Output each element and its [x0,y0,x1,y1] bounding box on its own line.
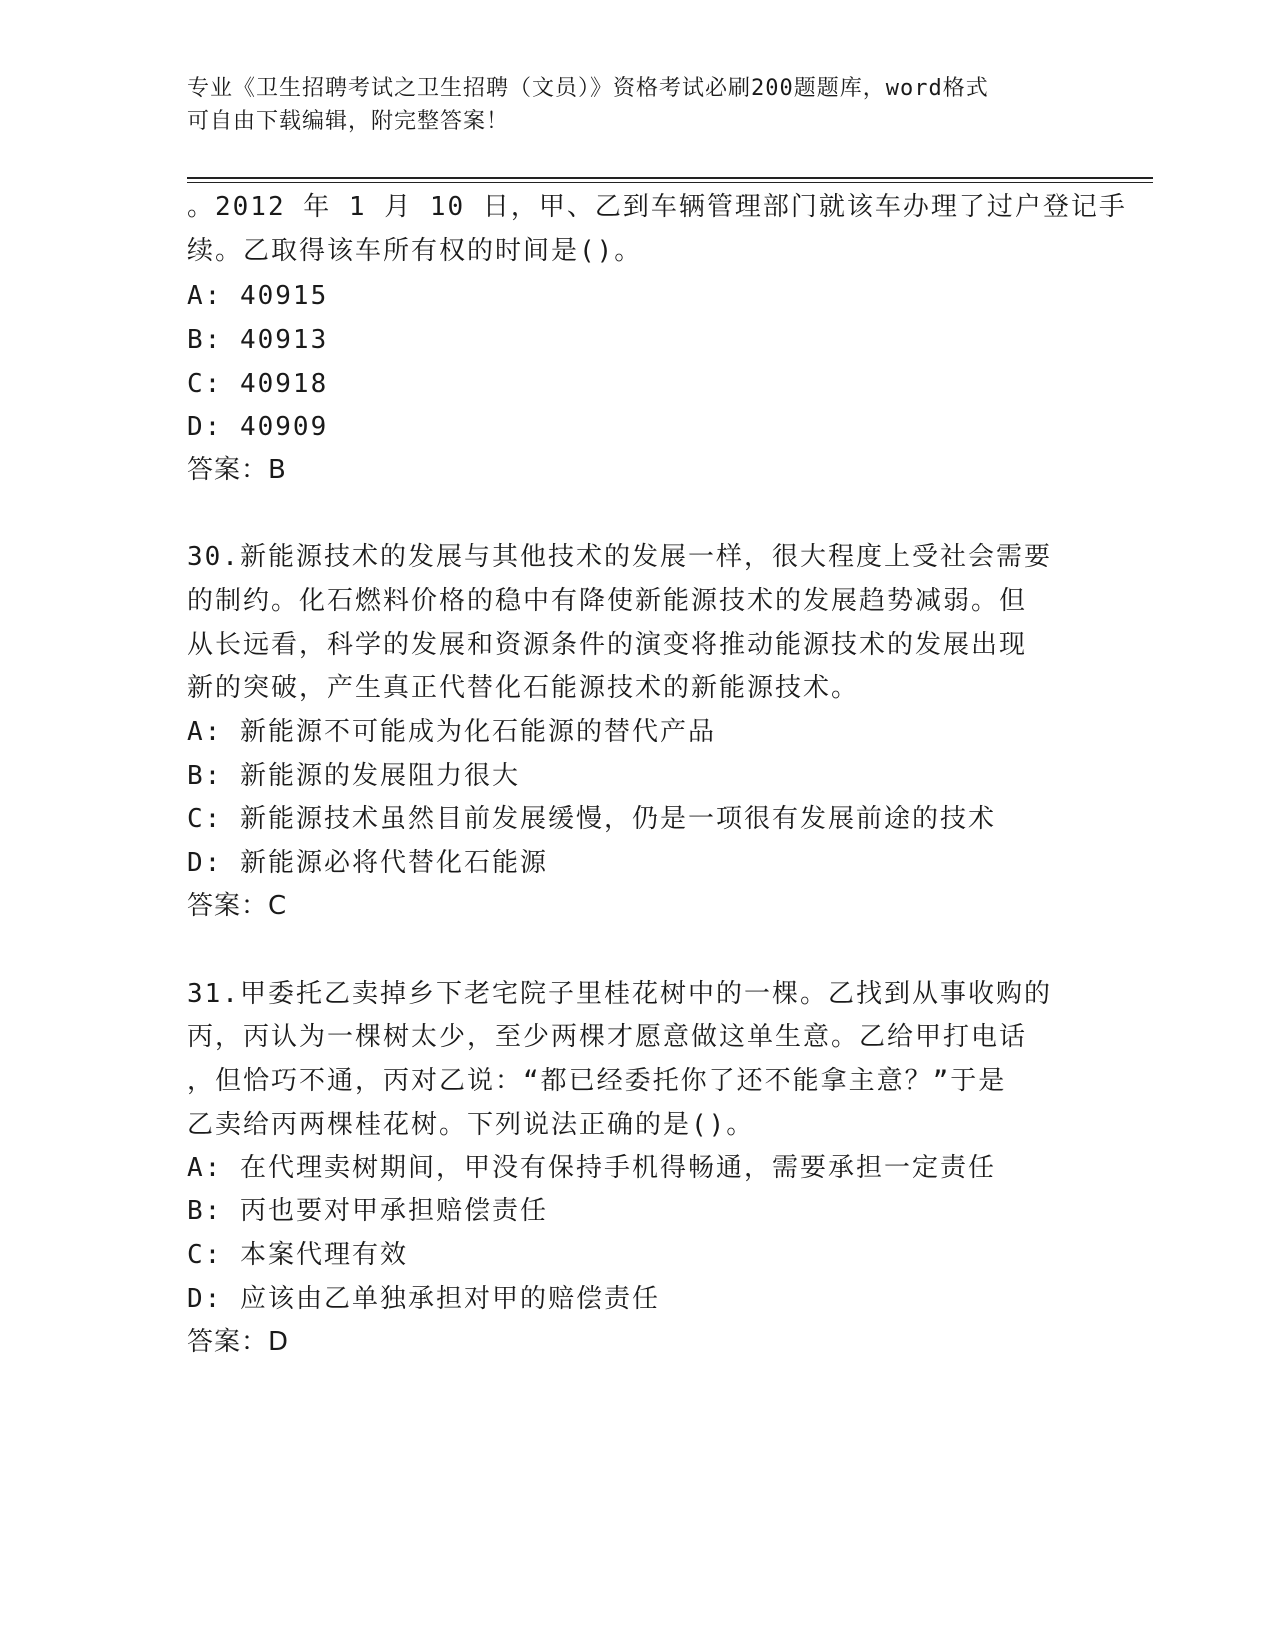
q29-option-d: D: 40909 [187,412,329,442]
q30-option-d: D: 新能源必将代替化石能源 [187,848,548,878]
q31-option-a: A: 在代理卖树期间，甲没有保持手机得畅通，需要承担一定责任 [187,1153,996,1183]
q31-option-d: D: 应该由乙单独承担对甲的赔偿责任 [187,1284,660,1314]
q31-option-c: C: 本案代理有效 [187,1240,408,1270]
q31-stem-line: 31.甲委托乙卖掉乡下老宅院子里桂花树中的一棵。乙找到从事收购的 [187,979,1052,1009]
q30-stem-line: 30.新能源技术的发展与其他技术的发展一样，很大程度上受社会需要 [187,542,1052,572]
q29-option-a: A: 40915 [187,281,329,311]
q31-stem-line: 乙卖给丙两棵桂花树。下列说法正确的是()。 [187,1110,755,1140]
q29-stem-line: 续。乙取得该车所有权的时间是()。 [187,236,643,266]
header-title-line1: 专业《卫生招聘考试之卫生招聘（文员）》资格考试必刷200题题库，word格式 [187,76,989,101]
header-divider [187,177,1153,183]
q30-stem-line: 新的突破，产生真正代替化石能源技术的新能源技术。 [187,673,860,703]
q29-stem-line: 。2012 年 1 月 10 日，甲、乙到车辆管理部门就该车办理了过户登记手 [187,192,1127,222]
q31-stem-line: 丙，丙认为一棵树太少，至少两棵才愿意做这单生意。乙给甲打电话 [187,1022,1028,1052]
q29-option-b: B: 40913 [187,325,329,355]
q30-option-a: A: 新能源不可能成为化石能源的替代产品 [187,717,716,747]
header-title-line2: 可自由下载编辑，附完整答案！ [187,109,510,134]
q29-answer: 答案：B [187,455,287,485]
document-header [187,72,1067,138]
q30-stem-line: 从长远看，科学的发展和资源条件的演变将推动能源技术的发展出现 [187,630,1028,660]
q30-stem-line: 的制约。化石燃料价格的稳中有降使新能源技术的发展趋势减弱。但 [187,586,1028,616]
q31-option-b: B: 丙也要对甲承担赔偿责任 [187,1196,548,1226]
q30-option-c: C: 新能源技术虽然目前发展缓慢，仍是一项很有发展前途的技术 [187,804,996,834]
q31-answer: 答案：D [187,1327,290,1357]
q30-option-b: B: 新能源的发展阻力很大 [187,761,520,791]
q31-stem-line: ，但恰巧不通，丙对乙说：“都已经委托你了还不能拿主意？”于是 [187,1066,1007,1096]
q29-option-c: C: 40918 [187,369,329,399]
q30-answer: 答案：C [187,891,288,921]
